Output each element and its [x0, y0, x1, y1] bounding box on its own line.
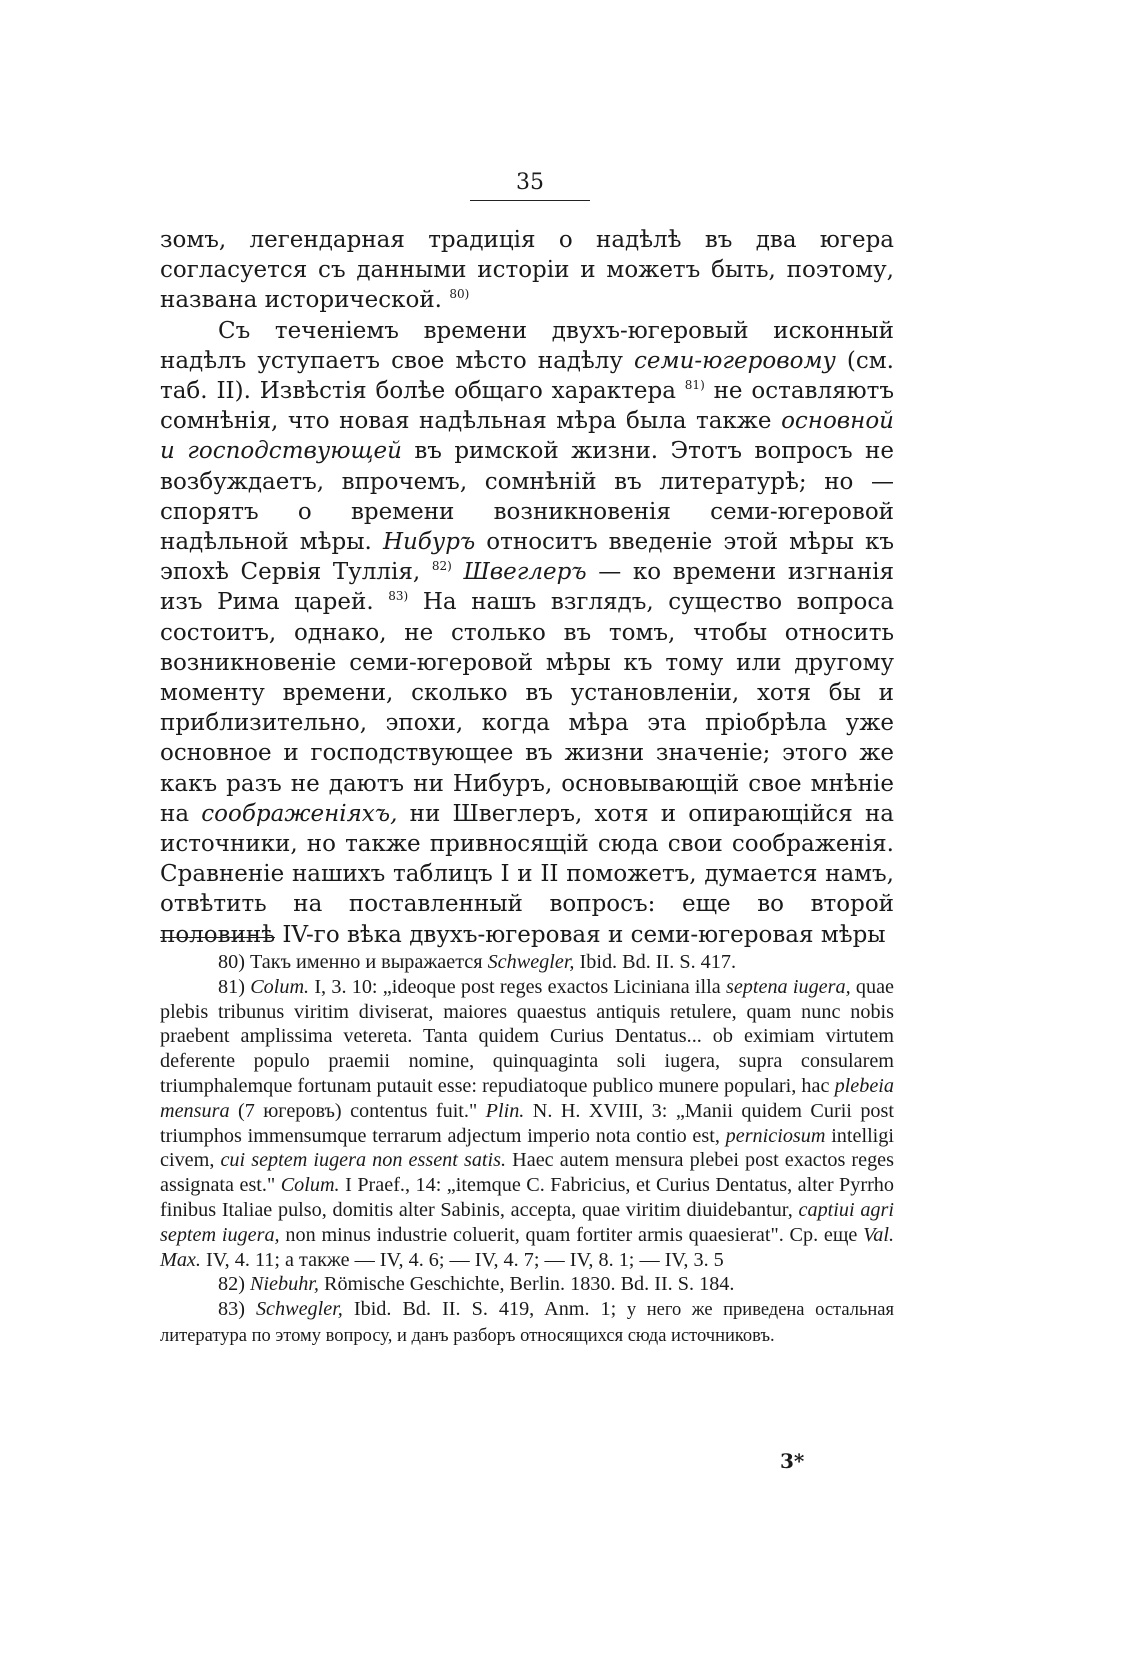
p2-emph-osnov: основной и господствующей: [160, 408, 894, 465]
footnote-ref-82[interactable]: 82): [431, 559, 452, 574]
fn81-text-d: quae plebis tribunus viritim diviserat, maiores quaestus antiquis retulere, quam nunc nobis praebent amplissima vetereta. Tanta quidem Curius Dentatus... ob eximiam virtutem deferente populo praemii nomine, quinquaginta soli iugera, supra consularem triumphalemque fortunam putauit esse: repudiatoque publico munere populari, hac: [160, 975, 895, 1097]
fn81-perniciosum: perniciosum: [725, 1124, 826, 1147]
fn83-author: Schwegler,: [255, 1298, 343, 1321]
footnote-ref-80-num: 80: [449, 287, 465, 302]
footnote-81: [160, 975, 894, 1273]
fn81-plin: Plin.: [485, 1099, 525, 1122]
fn81-plebeia: plebeia mensura: [160, 1074, 894, 1122]
p2-text-i: относитъ введеніе этой мѣры къ эпохѣ Сервія Туллія,: [160, 529, 895, 586]
p2-text-a: Съ теченіемъ времени двухъ-югеровый исконный надѣлъ уступаетъ свое мѣсто надѣлу: [160, 317, 894, 374]
fn81-cui-septem: cui septem iugera non essent satis.: [220, 1149, 507, 1172]
footnote-82: [160, 1272, 894, 1297]
page-number: 35: [516, 170, 544, 195]
footnote-80: [160, 950, 894, 975]
fn80-author: Schwegler,: [487, 951, 575, 973]
main-text: [160, 225, 894, 950]
footnote-83: [160, 1297, 894, 1349]
fn81-colum-2: Colum.: [280, 1174, 340, 1197]
p2-emph-semi: семи-югеровому: [634, 347, 836, 374]
footnote-80-num: 80): [218, 951, 245, 973]
fn81-text-j: intelligi civem,: [160, 1124, 894, 1172]
fn81-text-p: non minus industrie coluerit, quam fortiter armis quaesierat". Ср. еще: [279, 1223, 864, 1246]
p2-emph-niebuhr: Нибуръ: [382, 529, 476, 556]
fn80-text-a: Такъ именно и выражается: [244, 951, 488, 973]
header-rule: [470, 200, 590, 201]
fn81-text-l: Haec autem mensura plebei post exactos reges assignata est.": [160, 1149, 894, 1197]
paragraph-1-text: зомъ, легендарная традиція о надѣлѣ въ два югера согласуется съ данными исторіи и можетъ быть, поэтому, названа исторической.: [160, 227, 894, 314]
footnote-ref-83-num: 83: [388, 589, 404, 604]
fn82-author: Niebuhr,: [249, 1273, 319, 1296]
footnote-rule: [160, 937, 275, 938]
footnote-82-num: 82): [218, 1273, 245, 1296]
footnote-ref-80[interactable]: 80): [449, 287, 470, 302]
fn81-valmax: Val. Max.: [160, 1223, 895, 1271]
paragraph-1: [160, 225, 894, 316]
fn82-text-b: Römische Geschichte, Berlin. 1830. Bd. II. S. 184.: [318, 1273, 735, 1296]
p2-text-l: — ко времени изгнанія изъ Рима царей.: [160, 559, 895, 616]
fn80-text-c: Ibid. Bd. II. S. 417.: [574, 951, 736, 973]
p2-emph-soobr: соображеніяхъ,: [201, 800, 398, 827]
fn83-text-b: Ibid. Bd. II. S. 419, Anm. 1;: [342, 1298, 617, 1321]
fn81-septena: septena iugera,: [725, 975, 851, 998]
p2-text-g: въ римской жизни. Этотъ вопросъ не возбуждаетъ, впрочемъ, сомнѣній въ литературѣ; но — спорятъ о времени возникновенія семи-югеровой надѣльной мѣры.: [160, 438, 894, 556]
footnote-ref-81-num: 81: [684, 378, 701, 393]
footnote-ref-82-num: 82: [431, 559, 448, 574]
footnote-81-num: 81): [218, 975, 245, 998]
fn81-colum: Colum.: [250, 975, 310, 998]
p2-text-p: ни Швеглеръ, хотя и опирающійся на источники, но также привносящій сюда свои соображенія. Сравненіе нашихъ таблицъ I и II поможетъ, думается намъ, отвѣтить на поставленный вопросъ: еще во второй половинѣ IV-го вѣка двухъ-югеровая и семи-югеровая мѣры: [160, 800, 894, 948]
p2-emph-schwegler: Швеглеръ: [463, 559, 587, 586]
footnote-ref-81[interactable]: 81): [684, 378, 705, 393]
fn81-text-r: IV, 4. 11; а также — IV, 4. 6; — IV, 4. 7; — IV, 8. 1; — IV, 3. 5: [200, 1248, 724, 1271]
fn81-text-f: (7 югеровъ) contentus fuit.": [229, 1099, 486, 1122]
p2-text-n: На нашъ взглядъ, существо вопроса состоитъ, однако, не столько въ томъ, чтобы относить возникновеніе семи-югеровой мѣры къ тому или другому моменту времени, сколько въ установленіи, хотя бы и приблизительно, эпохи, когда мѣра эта пріобрѣла уже основное и господствующее въ жизни значеніе; этого же какъ разъ не даютъ ни Нибуръ, основывающій свое мнѣніе на: [160, 589, 894, 827]
paragraph-2: [160, 316, 894, 950]
fn81-text-h: N. H. XVIII, 3: „Manii quidem Curii post triumphos immensumque terrarum adjectum imperio nota contio est,: [160, 1099, 894, 1147]
fn83-text-c: у него же приведена остальная литература по этому вопросу, и данъ разборъ относящихся сюда источниковъ.: [160, 1300, 895, 1346]
p2-text-c: (см. таб. II). Извѣстія болѣе общаго характера: [160, 347, 894, 405]
footnote-83-num: 83): [218, 1298, 245, 1321]
footnote-ref-83[interactable]: 83): [388, 589, 409, 604]
fn81-text-b: I, 3. 10: „ideoque post reges exactos Liciniana illa: [309, 975, 726, 998]
signature-mark: 3*: [780, 1449, 805, 1473]
fn81-text-n: I Praef., 14: „itemque C. Fabricius, et Curius Dentatus, alter Pyrrho finibus Italiae pulso, domitis alter Sabinis, accepta, quae viritim diuidebantur,: [160, 1174, 894, 1221]
p2-text-e: не оставляютъ сомнѣнія, что новая надѣльная мѣра была также: [160, 378, 894, 435]
footnotes: [160, 950, 894, 1349]
fn81-captiui: captiui agri septem iugera,: [160, 1198, 894, 1246]
